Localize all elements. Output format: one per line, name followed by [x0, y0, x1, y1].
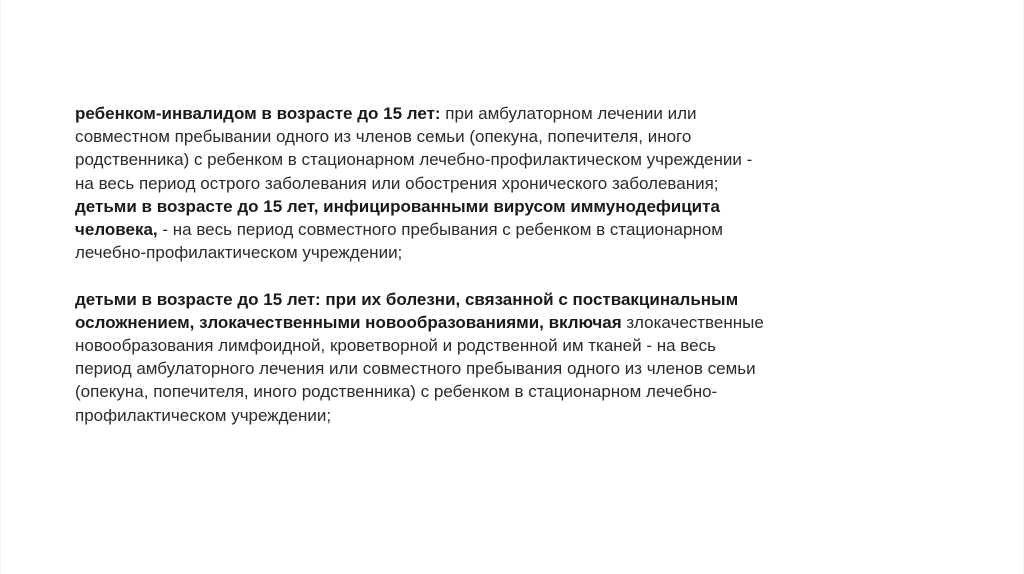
paragraph-disabled-child-text: при амбулаторном лечении или совместном пребывании одного из членов семьи (опекуна, попечителя, иного родственника) с ребенком в стационарном лечебно-профилактическом учреждении - на весь период острого заболевания или обострения хронического заболевания;: [75, 104, 753, 193]
paragraph-hiv-children-text: - на весь период совместного пребывания с ребенком в стационарном лечебно-профилактическом учреждении;: [75, 220, 723, 263]
paragraph-hiv-children: [75, 195, 775, 265]
paragraph-disabled-child: [75, 102, 775, 195]
paragraph-hiv-children-heading: детьми в возрасте до 15 лет, инфицированными вирусом иммунодефицита человека,: [75, 196, 720, 240]
paragraph-disabled-child-heading: ребенком-инвалидом в возрасте до 15 лет:: [75, 104, 441, 123]
slide-body: [75, 102, 775, 427]
paragraph-post-vaccination-text: злокачественные новообразования лимфоидной, кроветворной и родственной им тканей - на весь период амбулаторного лечения или совместного пребывания одного из членов семьи (опекуна, попечителя, иного родственника) с ребенком в стационарном лечебно-профилактическом учреждении;: [75, 312, 764, 425]
paragraph-post-vaccination-heading: детьми в возрасте до 15 лет: при их болезни, связанной с поствакцинальным осложнением, злокачественными новообразованиями, включая: [75, 289, 739, 332]
paragraph-post-vaccination: [75, 288, 775, 427]
